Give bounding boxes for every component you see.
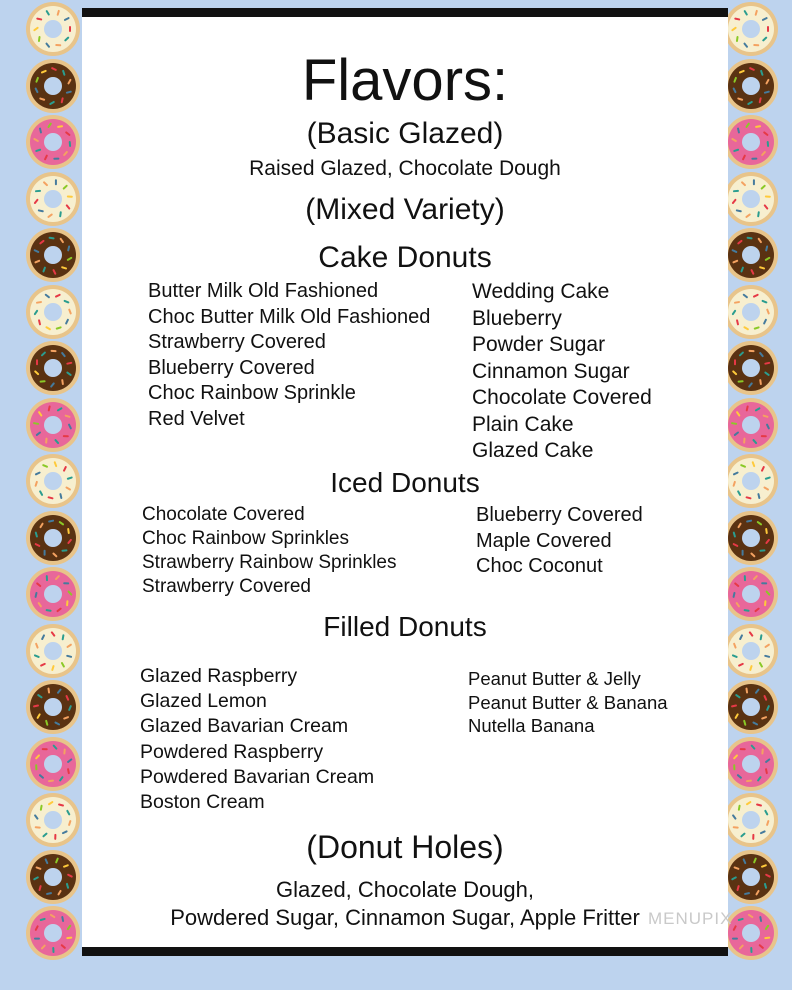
list-item: Peanut Butter & Jelly	[468, 668, 641, 689]
chocolate-donut-icon	[722, 509, 780, 567]
vanilla-donut-icon	[722, 622, 780, 680]
list-item: Strawberry Covered	[142, 576, 311, 597]
list-item: Choc Rainbow Sprinkle	[148, 382, 356, 404]
vanilla-donut-icon	[722, 452, 780, 510]
list-item: Chocolate Covered	[472, 386, 652, 409]
list-item: Blueberry Covered	[148, 356, 315, 379]
vanilla-donut-icon	[24, 452, 82, 510]
basic-glazed-heading: (Basic Glazed)	[306, 117, 504, 150]
chocolate-donut-icon	[722, 226, 780, 284]
vanilla-donut-icon	[24, 791, 82, 849]
donut-holes-line-1: Glazed, Chocolate Dough,	[275, 877, 535, 902]
list-item: Boston Cream	[140, 791, 265, 814]
list-item: Plain Cake	[472, 412, 574, 436]
pink-donut-icon	[722, 735, 780, 793]
list-item: Glazed Raspberry	[140, 665, 298, 687]
vanilla-donut-icon	[24, 622, 82, 680]
vanilla-donut-icon	[24, 170, 82, 228]
vanilla-donut-icon	[722, 0, 780, 58]
pink-donut-icon	[24, 396, 82, 454]
mixed-variety-heading: (Mixed Variety)	[305, 193, 505, 226]
list-item: Blueberry Covered	[476, 504, 643, 526]
filled-donuts-left-list	[140, 664, 374, 815]
vanilla-donut-icon	[722, 283, 780, 341]
iced-donuts-right-list	[476, 503, 643, 580]
vanilla-donut-icon	[722, 170, 780, 228]
donut-border-right	[722, 0, 784, 990]
filled-donuts-heading: Filled Donuts	[323, 611, 487, 642]
chocolate-donut-icon	[24, 339, 82, 397]
chocolate-donut-icon	[24, 848, 82, 906]
list-item: Powdered Raspberry	[140, 740, 324, 763]
chocolate-donut-icon	[722, 339, 780, 397]
list-item: Chocolate Covered	[142, 504, 305, 525]
chocolate-donut-icon	[24, 57, 82, 115]
list-item: Blueberry	[472, 306, 562, 330]
donut-holes-heading: (Donut Holes)	[306, 829, 504, 865]
donut-border-left	[24, 0, 86, 990]
list-item: Strawberry Covered	[148, 331, 326, 353]
vanilla-donut-icon	[24, 283, 82, 341]
list-item: Red Velvet	[148, 407, 245, 430]
list-item: Strawberry Rainbow Sprinkles	[142, 552, 397, 573]
list-item: Glazed Bavarian Cream	[140, 715, 349, 738]
pink-donut-icon	[24, 565, 82, 623]
iced-donuts-left-list	[142, 503, 397, 599]
chocolate-donut-icon	[24, 678, 82, 736]
chocolate-donut-icon	[722, 57, 780, 115]
list-item: Nutella Banana	[468, 715, 595, 736]
list-item: Choc Butter Milk Old Fashioned	[148, 305, 431, 328]
pink-donut-icon	[24, 735, 82, 793]
pink-donut-icon	[722, 113, 780, 171]
cake-donuts-left-list	[148, 279, 430, 432]
list-item: Powder Sugar	[472, 333, 606, 356]
donut-holes-line-2: Powdered Sugar, Cinnamon Sugar, Apple Fritter	[170, 905, 640, 930]
pink-donut-icon	[722, 396, 780, 454]
cake-donuts-heading: Cake Donuts	[318, 241, 492, 274]
list-item: Choc Coconut	[476, 555, 603, 577]
cake-donuts-right-list	[472, 279, 652, 465]
iced-donuts-heading: Iced Donuts	[330, 467, 480, 498]
list-item: Butter Milk Old Fashioned	[148, 280, 379, 302]
list-item: Choc Rainbow Sprinkles	[142, 528, 349, 549]
filled-donuts-right-list	[468, 667, 668, 738]
list-item: Cinnamon Sugar	[472, 359, 630, 383]
list-item: Glazed Lemon	[140, 690, 267, 713]
chocolate-donut-icon	[722, 678, 780, 736]
menu-title: Flavors:	[301, 48, 509, 113]
watermark: MENUPIX	[648, 909, 733, 928]
pink-donut-icon	[24, 904, 82, 962]
list-item: Powdered Bavarian Cream	[140, 765, 375, 788]
list-item: Maple Covered	[476, 529, 612, 552]
list-item: Glazed Cake	[472, 439, 594, 462]
chocolate-donut-icon	[24, 509, 82, 567]
pink-donut-icon	[24, 113, 82, 171]
chocolate-donut-icon	[722, 848, 780, 906]
menu-card	[82, 8, 733, 956]
vanilla-donut-icon	[24, 0, 82, 58]
pink-donut-icon	[722, 565, 780, 623]
vanilla-donut-icon	[722, 791, 780, 849]
basic-glazed-items: Raised Glazed, Chocolate Dough	[249, 157, 561, 180]
list-item: Peanut Butter & Banana	[468, 691, 668, 713]
chocolate-donut-icon	[24, 226, 82, 284]
list-item: Wedding Cake	[472, 280, 610, 303]
